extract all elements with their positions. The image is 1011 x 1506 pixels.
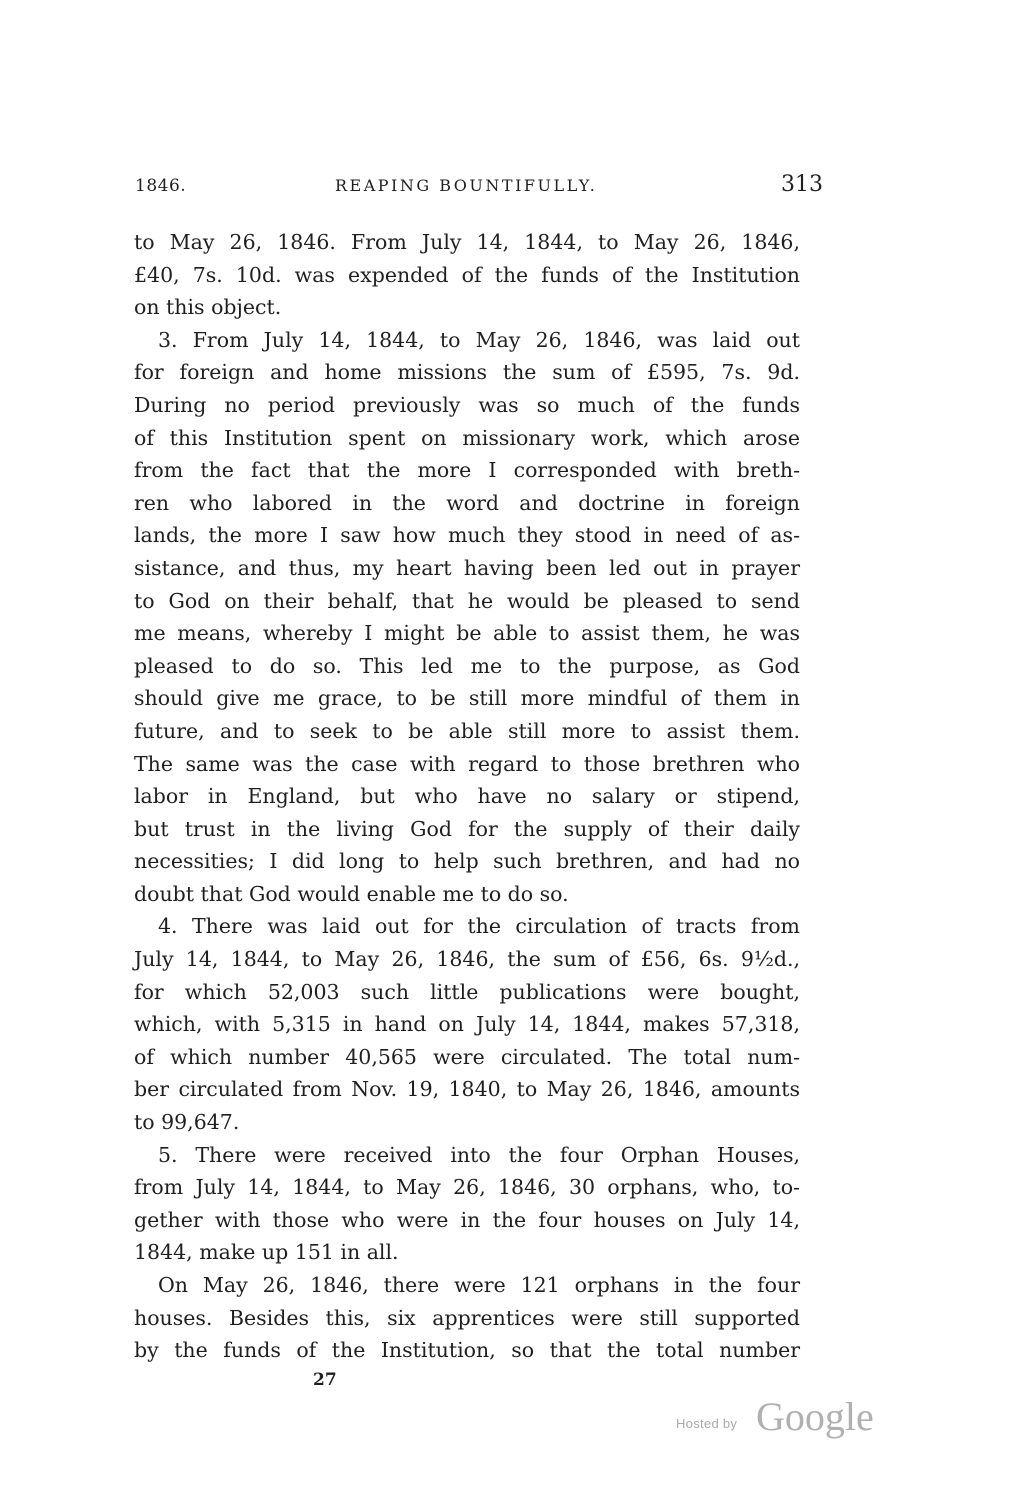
running-head	[135, 172, 823, 202]
text-line: ren who labored in the word and doctrine in foreign	[134, 490, 800, 515]
text-line: to 99,647.	[134, 1110, 240, 1135]
text-line: of this Institution spent on missionary work, which arose	[134, 425, 800, 450]
text-line: 1844, make up 151 in all.	[134, 1240, 399, 1265]
text-line: houses. Besides this, six apprentices were still supported	[134, 1305, 800, 1330]
text-line: for which 52,003 such little publications were bought,	[134, 979, 800, 1004]
text-line: to God on their behalf, that he would be pleased to send	[134, 588, 800, 613]
running-head-title: REAPING BOUNTIFULLY.	[335, 176, 598, 195]
text-line: £40, 7s. 10d. was expended of the funds of the Institution	[134, 262, 800, 287]
body-text	[134, 226, 800, 1367]
text-line: pleased to do so. This led me to the purpose, as God	[134, 653, 800, 678]
text-line: 4. There was laid out for the circulation of tracts from	[158, 914, 800, 939]
text-line: On May 26, 1846, there were 121 orphans in the four	[158, 1273, 800, 1297]
google-logo: Google	[756, 1394, 874, 1439]
page-number: 313	[781, 172, 823, 197]
text-line: future, and to seek to be able still more to assist them.	[134, 718, 800, 743]
text-line: from the fact that the more I corresponded with breth-	[134, 458, 800, 483]
running-head-year: 1846.	[135, 176, 187, 196]
text-line: which, with 5,315 in hand on July 14, 1844, makes 57,318,	[134, 1012, 800, 1037]
text-line: for foreign and home missions the sum of £595, 7s. 9d.	[134, 360, 800, 385]
signature-mark: 27	[313, 1370, 337, 1390]
text-line: to May 26, 1846. From July 14, 1844, to May 26, 1846,	[134, 230, 800, 254]
text-line: should give me grace, to be still more mindful of them in	[134, 686, 800, 711]
text-line: but trust in the living God for the supply of their daily	[134, 816, 800, 841]
text-line: of which number 40,565 were circulated. The total num-	[134, 1044, 800, 1069]
text-line: necessities; I did long to help such brethren, and had no	[134, 849, 800, 874]
hosted-by-google-watermark	[676, 1393, 886, 1443]
text-line: labor in England, but who have no salary or stipend,	[134, 784, 800, 809]
text-line: lands, the more I saw how much they stood in need of as-	[134, 523, 800, 548]
text-line: The same was the case with regard to those brethren who	[134, 751, 800, 776]
text-line: ber circulated from Nov. 19, 1840, to May 26, 1846, amounts	[134, 1077, 800, 1102]
text-line: sistance, and thus, my heart having been led out in prayer	[134, 555, 800, 580]
text-line: 5. There were received into the four Orphan Houses,	[158, 1142, 800, 1167]
text-line: doubt that God would enable me to do so.	[134, 881, 569, 906]
text-line: During no period previously was so much of the funds	[134, 392, 800, 417]
text-line: by the funds of the Institution, so that the total number	[134, 1338, 800, 1363]
text-line: July 14, 1844, to May 26, 1846, the sum of £56, 6s. 9½d.,	[134, 947, 800, 972]
hosted-by-label: Hosted by	[676, 1416, 738, 1431]
text-line: on this object.	[134, 295, 282, 320]
text-line: 3. From July 14, 1844, to May 26, 1846, was laid out	[158, 327, 800, 352]
text-line: from July 14, 1844, to May 26, 1846, 30 orphans, who, to-	[134, 1175, 800, 1200]
text-line: gether with those who were in the four houses on July 14,	[134, 1207, 800, 1232]
text-line: me means, whereby I might be able to assist them, he was	[134, 621, 800, 646]
